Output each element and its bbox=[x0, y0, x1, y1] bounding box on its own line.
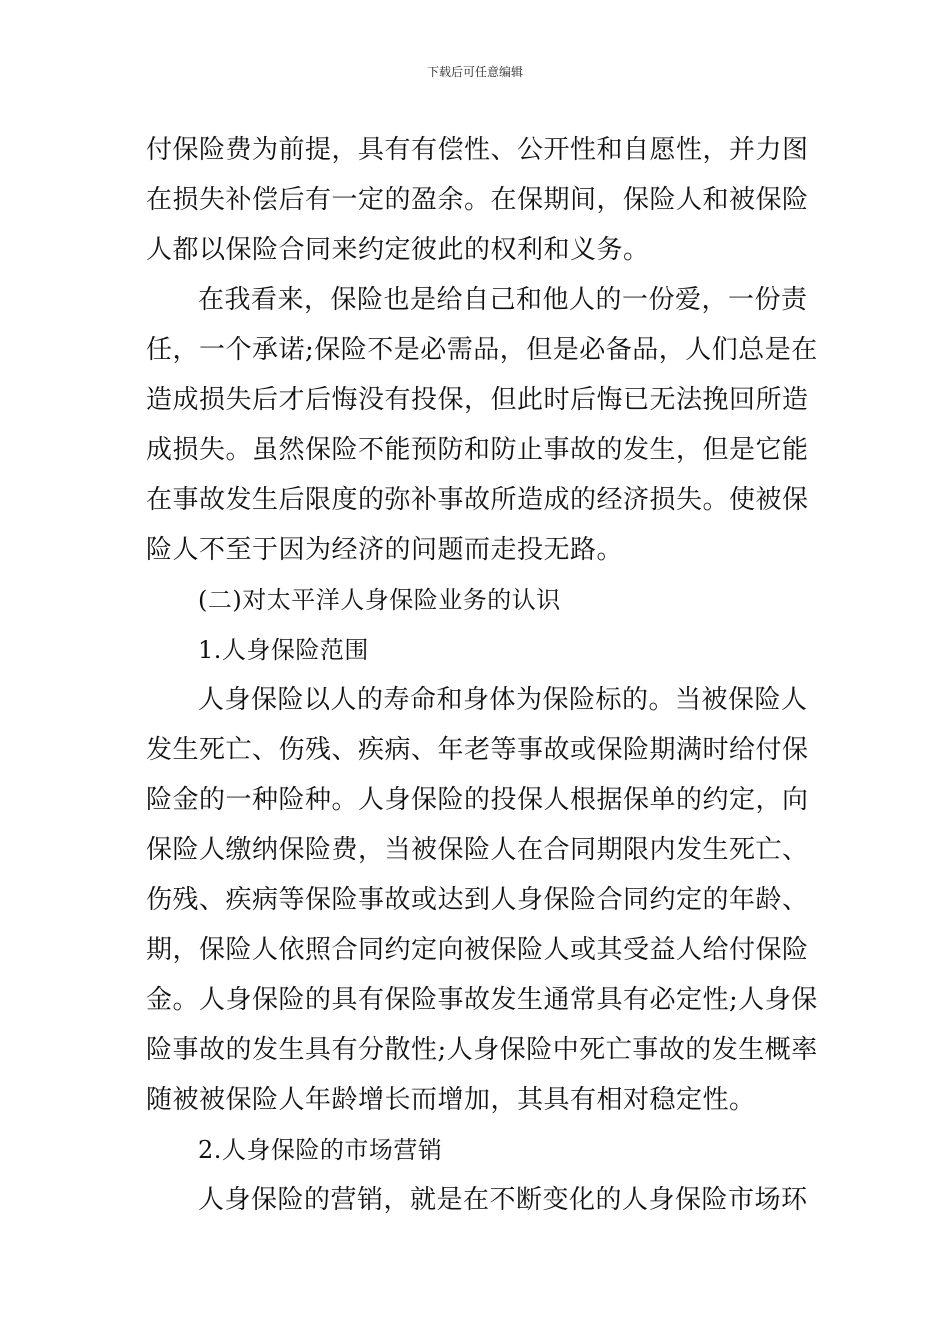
section-heading: 2.人身保险的市场营销 bbox=[198, 1136, 443, 1164]
paragraph-line: 人身保险的营销，就是在不断变化的人身保险市场环 bbox=[198, 1185, 808, 1215]
document-body bbox=[146, 125, 818, 1225]
paragraph-line: 险人不至于因为经济的问题而走投无路。 bbox=[146, 535, 624, 565]
paragraph-line: 保险人缴纳保险费，当被保险人在合同期限内发生死亡、 bbox=[146, 835, 809, 865]
paragraph-line: 人都以保险合同来约定彼此的权利和义务。 bbox=[146, 235, 650, 265]
section-heading: (二)对太平洋人身保险业务的认识 bbox=[198, 586, 561, 614]
paragraph-line: 造成损失后才后悔没有投保，但此时后悔已无法挽回所造 bbox=[146, 385, 809, 415]
paragraph-line: 发生死亡、伤残、疾病、年老等事故或保险期满时给付保 bbox=[146, 735, 809, 765]
paragraph-line: 伤残、疾病等保险事故或达到人身保险合同约定的年龄、 bbox=[146, 885, 809, 915]
paragraph-line: 在损失补偿后有一定的盈余。在保期间，保险人和被保险 bbox=[146, 185, 809, 215]
paragraph-line: 期，保险人依照合同约定向被保险人或其受益人给付保险 bbox=[146, 935, 809, 965]
paragraph-line: 随被被保险人年龄增长而增加，其具有相对稳定性。 bbox=[146, 1085, 756, 1115]
page-header: 下载后可任意编辑 bbox=[426, 65, 523, 79]
paragraph-line: 在事故发生后限度的弥补事故所造成的经济损失。使被保 bbox=[146, 485, 809, 515]
paragraph-line: 在我看来，保险也是给自己和他人的一份爱，一份责 bbox=[198, 285, 808, 315]
paragraph-line: 任，一个承诺;保险不是必需品，但是必备品，人们总是在 bbox=[146, 335, 818, 365]
paragraph-line: 人身保险以人的寿命和身体为保险标的。当被保险人 bbox=[198, 685, 808, 715]
paragraph-line: 金。人身保险的具有保险事故发生通常具有必定性;人身保 bbox=[146, 985, 818, 1015]
paragraph-line: 成损失。虽然保险不能预防和防止事故的发生，但是它能 bbox=[146, 435, 809, 465]
paragraph-line: 险金的一种险种。人身保险的投保人根据保单的约定，向 bbox=[146, 785, 809, 815]
section-heading: 1.人身保险范围 bbox=[198, 636, 369, 664]
paragraph-line: 付保险费为前提，具有有偿性、公开性和自愿性，并力图 bbox=[146, 135, 809, 165]
paragraph-line: 险事故的发生具有分散性;人身保险中死亡事故的发生概率 bbox=[146, 1035, 818, 1065]
